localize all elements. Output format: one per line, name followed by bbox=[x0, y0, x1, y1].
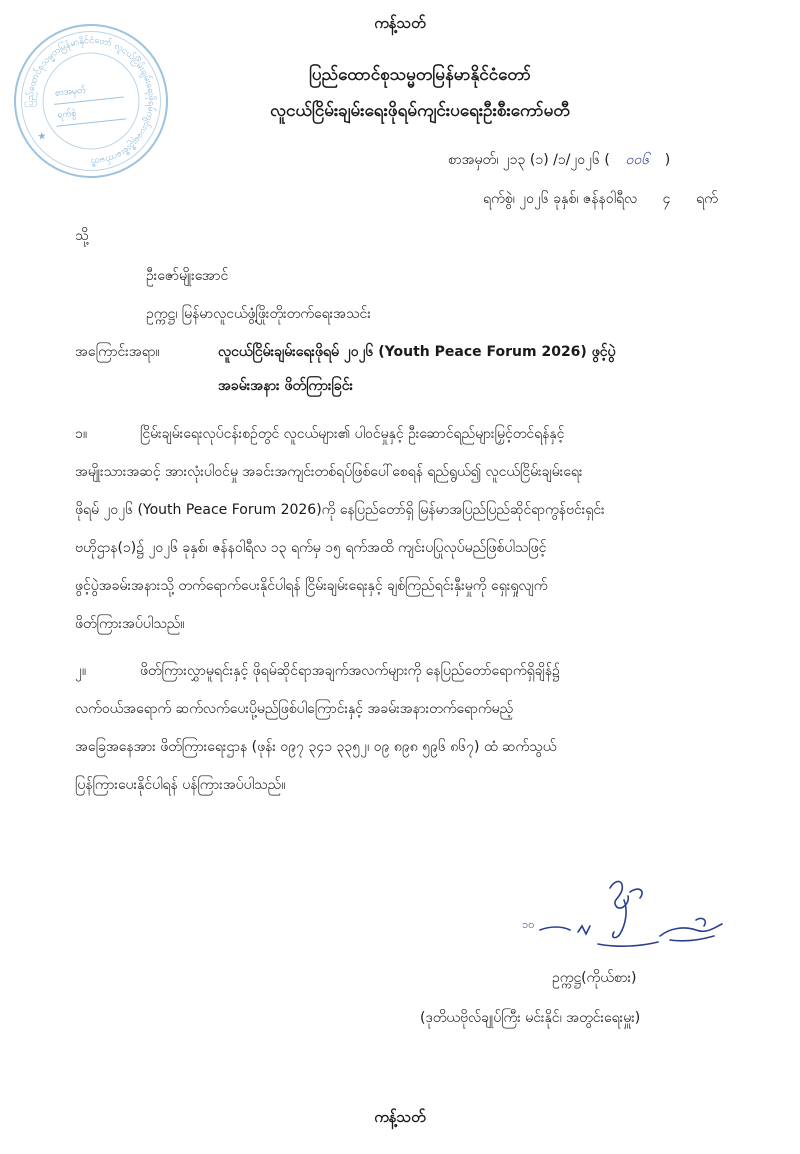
letter-date-label: ရက်စွဲ၊ ၂၀၂၆ ခုနှစ်၊ ဇန်နဝါရီလ bbox=[483, 191, 638, 207]
svg-text:★: ★ bbox=[36, 130, 47, 143]
paragraph-line: ဖိုရမ် ၂၀၂၆ (Youth Peace Forum 2026)ကို နေပြည်တော်ရှိ မြန်မာအပြည်ပြည်ဆိုင်ရာကွန်ဗင်းရှင်း bbox=[75, 502, 605, 518]
handwritten-mark: ၁၀ bbox=[522, 918, 535, 931]
paragraph-line: လက်ဝယ်အရောက် ဆက်လက်ပေးပို့မည်ဖြစ်ပါကြောင်းနှင့် အခမ်းအနားတက်ရောက်မည့် bbox=[75, 701, 514, 717]
paragraph-line: ပြန်ကြားပေးနိုင်ပါရန် ပန်ကြားအပ်ပါသည်။ bbox=[75, 777, 286, 793]
to-label: သို့ bbox=[75, 228, 89, 244]
paragraph-number: ၁။ bbox=[75, 426, 88, 442]
paragraph-line: ဖိတ်ကြားအပ်ပါသည်။ bbox=[75, 616, 185, 632]
paragraph-line: အခြေအနေအား ဖိတ်ကြားရေးဌာန (ဖုန်း ၀၉၇ ၃၄၁ ၃၃၅၂၊ ၀၉ ၈၉၈ ၅၉၆ ၈၆၇) ထံ ဆက်သွယ် bbox=[75, 739, 557, 755]
letter-number bbox=[448, 150, 670, 171]
stamp-ring-text: ပြည်ထောင်စုသမ္မတမြန်မာနိုင်ငံတော် လူငယ်ငြိမ်းချမ်းရေးဖိုရမ်ကျင်းပရေးဦးစီးကော်မတီ bbox=[25, 35, 157, 167]
letter-date-day: ၄ bbox=[662, 191, 671, 207]
handwritten-signature-icon bbox=[520, 870, 740, 960]
letter-number-handwritten: ၀၀၆ bbox=[625, 152, 650, 168]
government-heading: ပြည်ထောင်စုသမ္မတမြန်မာနိုင်ငံတော် bbox=[309, 65, 531, 85]
paragraph-2 bbox=[75, 652, 765, 804]
paragraph-line: အမျိုးသားအဆင့် အားလုံးပါဝင်မှု အခင်းအကျင်းတစ်ရပ်ဖြစ်ပေါ်စေရန် ရည်ရွယ်၍ လူငယ်ငြိမ်းချမ်းရေး bbox=[75, 464, 583, 480]
recipient-name: ဦးဇော်မျိုးအောင် bbox=[146, 268, 229, 284]
paragraph-line: ဖွင့်ပွဲအခမ်းအနားသို့ တက်ရောက်ပေးနိုင်ပါရန် ငြိမ်းချမ်းရေးနှင့် ချစ်ကြည်ရင်းနှီးမှုကို ရှေးရှုလျက် bbox=[75, 578, 548, 594]
letter-date bbox=[483, 189, 718, 210]
paragraph-1 bbox=[75, 415, 765, 643]
paragraph-line: ၂။ ဖိတ်ကြားလွှာမူရင်းနှင့် ဖိုရမ်ဆိုင်ရာအချက်အလက်များကို နေပြည်တော်ရောက်ရှိချိန်၌ bbox=[75, 652, 765, 690]
signatory-name: (ဒုတိယဗိုလ်ချုပ်ကြီး မင်းနိုင်၊ အတွင်းရေးမှူး) bbox=[420, 1010, 641, 1026]
paragraph-line: ၁။ ငြိမ်းချမ်းရေးလုပ်ငန်းစဉ်တွင် လူငယ်များ၏ ပါဝင်မှုနှင့် ဦးဆောင်ရည်များမြှင့်တင်ရန်နှင့် bbox=[75, 415, 765, 453]
classification-top: ကန့်သတ် bbox=[374, 14, 426, 32]
classification-bottom: ကန့်သတ် bbox=[374, 1108, 426, 1126]
stamp-field-letter-no: စာအမှတ် bbox=[54, 85, 87, 99]
signature-for-label: ဥက္ကဋ္ဌ(ကိုယ်စား) bbox=[552, 970, 637, 986]
letter-date-suffix: ရက် bbox=[696, 191, 718, 207]
paragraph-line: ဗဟိုဌာန(၁)၌ ၂၀၂၆ ခုနှစ်၊ ဇန်နဝါရီလ ၁၃ ရက်မှ ၁၅ ရက်အထိ ကျင်းပပြုလုပ်မည်ဖြစ်ပါသဖြင့် bbox=[75, 540, 547, 556]
subject-label: အကြောင်းအရာ။ bbox=[75, 344, 160, 360]
letter-number-close: ) bbox=[664, 152, 671, 168]
subject-line-2: အခမ်းအနား ဖိတ်ကြားခြင်း bbox=[218, 378, 354, 394]
recipient-title: ဥက္ကဋ္ဌ၊ မြန်မာလူငယ်ဖွံ့ဖြိုးတိုးတက်ရေးအသင်း bbox=[146, 306, 371, 322]
committee-heading: လူငယ်ငြိမ်းချမ်းရေးဖိုရမ်ကျင်းပရေးဦးစီးကော်မတီ bbox=[270, 101, 570, 121]
subject-line-1: လူငယ်ငြိမ်းချမ်းရေးဖိုရမ် ၂၀၂၆ (Youth Peace Forum 2026) ဖွင့်ပွဲ bbox=[218, 344, 616, 360]
letter-number-label: စာအမှတ်၊ ၂၁၃ (၁) /၁/၂၀၂၆ ( bbox=[448, 152, 610, 168]
paragraph-number: ၂။ bbox=[75, 663, 87, 679]
stamp-field-date: ရက်စွဲ bbox=[56, 108, 77, 121]
